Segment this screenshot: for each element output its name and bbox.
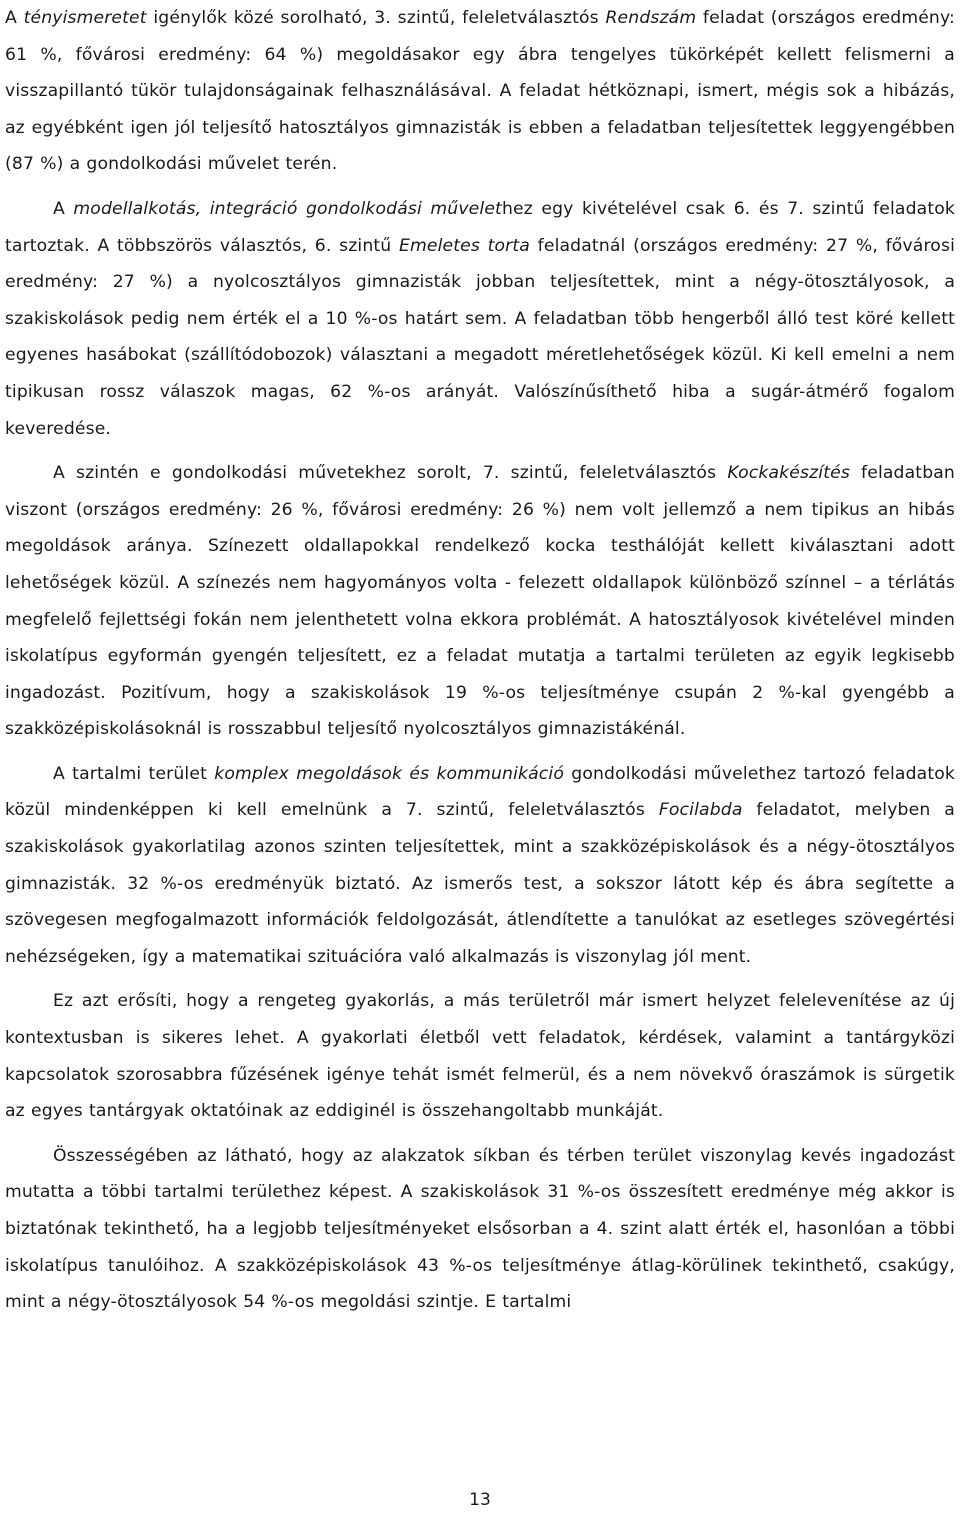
italic-term: Emeletes torta [398, 235, 530, 256]
page-number: 13 [469, 1490, 491, 1510]
text-run: feladatot, melyben a szakiskolások gyakorlatilag azonos szinten teljesítettek, mint a szakközépiskolások és a négy-ötosztályos gimnazisták. 32 %-os eredményük biztató. Az ismerős test, a sokszor látott kép és ábra segítette a szövegesen megfogalmazott információk feldolgozását, átlendítette a tanulókat az esetleges szövegértési nehézségeken, így a matematikai szituációra való alkalmazás is viszonylag jól ment. [5, 800, 955, 967]
italic-term: tényismeretet [23, 8, 147, 28]
italic-term: Rendszám [605, 8, 697, 28]
text-run: Ez azt erősíti, hogy a rengeteg gyakorlás, a más területről már ismert helyzet felelevenítése az új kontextusban is sikeres lehet. A gyakorlati életből vett feladatok, kérdések, valamint a tantárgyközi kapcsolatok szorosabbra fűzésének igénye tehát ismét felmerül, és a nem növekvő óraszámok is sürgetik az egyes tantárgyak oktatóinak az eddiginél is összehangoltabb munkáját. [5, 991, 955, 1122]
paragraph-kockakeszites [5, 455, 955, 748]
italic-term: Focilabda [658, 800, 743, 821]
text-run: feladatban viszont (országos eredmény: 26 %, fővárosi eredmény: 26 %) nem volt jellemző a nem tipikus an hibás megoldások aránya. Színezett oldallapokkal rendelkező kocka testhálóját kellett kiválasztani adott lehetőségek közül. A színezés nem hagyományos volta - felezett oldallapok különböző színnel – a térlátás megfelelő fejlettségi fokán nem jelenthetett volna ekkora problémát. A hatosztályosok kivételével minden iskolatípus egyformán gyengén teljesített, ez a feladat mutatja a tartalmi területen az egyik legkisebb ingadozást. Pozitívum, hogy a szakiskolások 19 %-os teljesítménye csupán 2 %-kal gyengébb a szakközépiskolásoknál is rosszabbul teljesítő nyolcosztályos gimnazistákénál. [5, 463, 955, 740]
text-run: Összességében az látható, hogy az alakzatok síkban és térben terület viszonylag kevés ingadozást mutatta a többi tartalmi területhez képest. A szakiskolások 31 %-os összesített eredménye még akkor is biztatónak tekinthető, ha a legjobb teljesítményeket elsősorban a 4. szint alatt érték el, hasonlóan a többi iskolatípus tanulóihoz. A szakközépiskolások 43 %-os teljesítménye átlag-körülinek tekinthető, csakúgy, mint a négy-ötosztályosok 54 %-os megoldási szintje. E tartalmi [5, 1145, 955, 1313]
text-run: A tartalmi terület [53, 763, 215, 784]
paragraph-gyakorlas [5, 983, 955, 1129]
paragraph-osszessegeben [5, 1138, 955, 1321]
text-run: feladat (országos eredmény: 61 %, fővárosi eredmény: 64 %) megoldásakor egy ábra tengelyes tükörképét kellett felismerni a visszapillantó tükör tulajdonságainak felhasználásával. A feladat hétköznapi, ismert, mégis sok a hibázás, az egyébként igen jól teljesítő hatosztályos gimnazisták is ebben a feladatban teljesítettek leggyengébben (87 %) a gondolkodási művelet terén. [5, 8, 955, 175]
text-run: gondolkodási művelethez tartozó feladatok közül mindenképpen ki kell emelnünk a 7. szintű, feleletválasztós [5, 763, 955, 821]
paragraph-emeletes-torta [5, 191, 955, 447]
text-run: A szintén e gondolkodási művetekhez sorolt, 7. szintű, feleletválasztós [53, 463, 728, 484]
paragraph-focilabda [5, 756, 955, 976]
text-run: A [5, 8, 24, 28]
text-run: A [53, 198, 74, 219]
italic-term: komplex megoldások és kommunikáció [214, 763, 564, 784]
italic-term: Kockakészítés [727, 463, 850, 484]
italic-term: modellalkotás, integráció gondolkodási művelet [73, 198, 502, 219]
text-run: feladatnál (országos eredmény: 27 %, fővárosi eredmény: 27 %) a nyolcosztályos gimnazisták jobban teljesítettek, mint a négy-ötosztályosok, a szakiskolások pedig nem érték el a 10 %-os határt sem. A feladatban több hengerből álló test köré kellett egyenes hasábokat (szállítódobozok) választani a megadott méretlehetőségek közül. Ki kell emelni a nem tipikusan rossz válaszok magas, 62 %-os arányát. Valószínűsíthető hiba a sugár-átmérő fogalom keveredése. [5, 235, 956, 439]
document-page [5, 0, 955, 1321]
text-run: igénylők közé sorolható, 3. szintű, feleletválasztós [146, 8, 606, 28]
paragraph-rendszam [5, 0, 955, 183]
text-run: hez egy kivételével csak 6. és 7. szintű feladatok tartoztak. A többszörös választós, 6. szintű [5, 198, 955, 256]
